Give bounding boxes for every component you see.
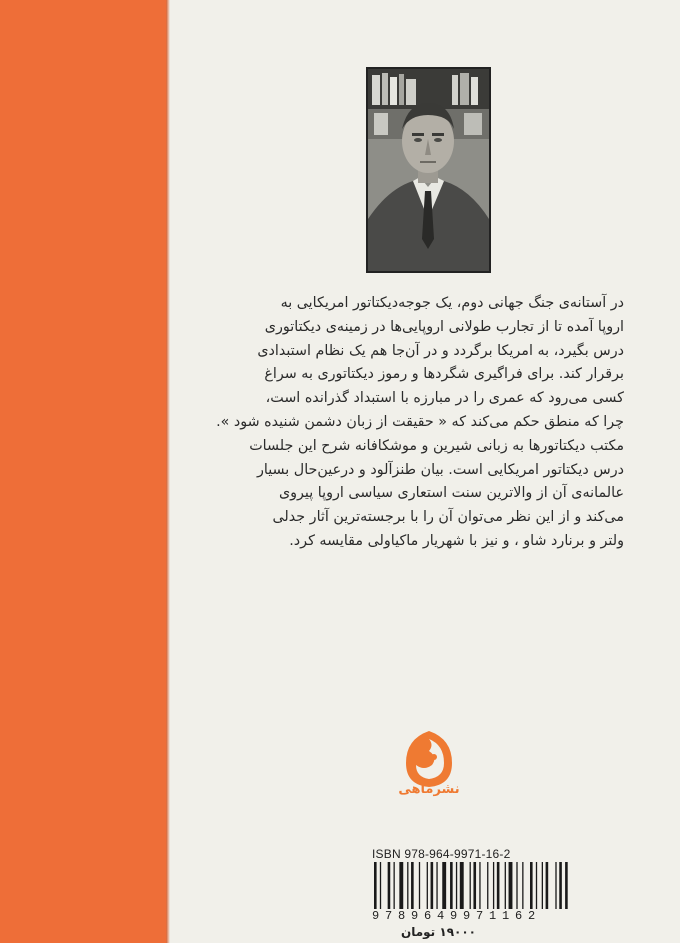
- blurb-line: کسی می‌رود که عمری را در مبارزه با استبداد گذرانده است،: [265, 390, 624, 407]
- blurb-line: مکتب دیکتاتورها به زبانی شیرین و موشکافانه شرح این جلسات: [249, 437, 624, 454]
- blurb-line: اروپا آمده تا از تجارب طولانی اروپایی‌ها در زمینه‌ی دیکتاتوری: [264, 318, 624, 335]
- blurb-line: چرا که منطق حکم می‌کند که « حقیقت از زبان دشمن شنیده شود ».: [216, 413, 624, 430]
- blurb-line: در آستانه‌ی جنگ جهانی دوم، یک جوجه‌دیکتاتور امریکایی به: [280, 295, 624, 311]
- orange-spine-band: [0, 0, 166, 943]
- blurb-line: می‌کند و از این نظر می‌توان آن را با برجسته‌ترین آثار جدلی: [272, 509, 624, 526]
- blurb-line: درس بگیرد، به امریکا برگردد و در آن‌جا هم یک نظام استبدادی: [257, 342, 624, 359]
- blurb-line: برقرار کند. برای فراگیری شگردها و رموز دیکتاتوری به سراغ: [264, 366, 624, 383]
- isbn-label: ISBN 978-964-9971-16-2: [372, 847, 511, 861]
- barcode-digits: 9789649971162: [372, 909, 624, 923]
- price-label: ۱۹۰۰۰ تومان: [400, 925, 476, 939]
- back-cover-blurb: [216, 292, 624, 554]
- author-photo: [366, 67, 491, 273]
- blurb-line: عالمانه‌ی آن از والاترین سنت استعاری سیاسی اروپا پیروی: [278, 485, 624, 502]
- blurb-line: درس دیکتاتور امریکایی است. بیان طنزآلود و درعین‌حال بسیار: [256, 461, 624, 478]
- publisher-name: نشرماهی: [398, 782, 460, 797]
- blurb-line: ولتر و برنارد شاو ، و نیز با شهریار ماکیاولی مقایسه کرد.: [289, 532, 624, 549]
- spine-shadow: [166, 0, 170, 943]
